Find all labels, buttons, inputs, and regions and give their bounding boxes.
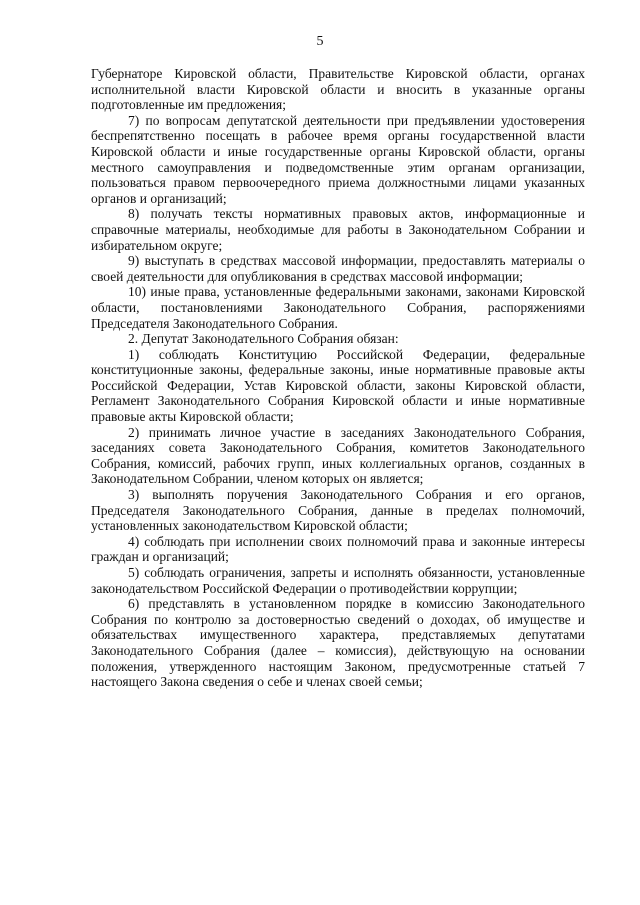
paragraph-section-2: 2. Депутат Законодательного Собрания обязан:	[128, 331, 399, 347]
paragraph-item-9: 9) выступать в средствах массовой информации, предоставлять материалы о своей деятельности для опубликования в средствах массовой информации;	[91, 253, 585, 284]
paragraph-duty-6: 6) представлять в установленном порядке в комиссию Законодательного Собрания по контролю за достоверностью сведений о доходах, об имуществе и обязательствах имущественного характера, представляемых депутатами Законодательного Собрания (далее – комиссия), действующую на основании положения, утвержденного настоящим Законом, предусмотренные статьей 7 настоящего Закона сведения о себе и членах своей семьи;	[91, 596, 585, 690]
paragraph-continuation: Губернаторе Кировской области, Правительстве Кировской области, органах исполнительной власти Кировской области и вносить в указанные органы подготовленные им предложения;	[91, 66, 585, 113]
paragraph-item-7: 7) по вопросам депутатской деятельности при предъявлении удостоверения беспрепятственно посещать в рабочее время органы государственной власти Кировской области и иные государственные органы Кировской области, органы местного самоуправления и подведомственные этим органам организации, пользоваться правом первоочередного приема должностными лицами указанных органов и организаций;	[91, 112, 585, 206]
page-number: 5	[316, 34, 324, 49]
paragraph-duty-4: 4) соблюдать при исполнении своих полномочий права и законные интересы граждан и организаций;	[91, 533, 585, 565]
paragraph-duty-5: 5) соблюдать ограничения, запреты и исполнять обязанности, установленные законодательством Российской Федерации о противодействии коррупции;	[91, 565, 585, 596]
paragraph-duty-2: 2) принимать личное участие в заседаниях Законодательного Собрания, заседаниях совета Законодательного Собрания, комитетов Законодательного Собрания, комиссий, рабочих групп, иных коллегиальных органов, созданных в Законодательном Собрании, членом которых он является;	[91, 424, 585, 487]
document-body	[91, 66, 585, 690]
paragraph-duty-1: 1) соблюдать Конституцию Российской Федерации, федеральные конституционные законы, федеральные законы, иные нормативные правовые акты Российской Федерации, Устав Кировской области, законы Кировской области, Регламент Законодательного Собрания Кировской области и иные нормативные правовые акты Кировской области;	[91, 346, 585, 425]
paragraph-duty-3: 3) выполнять поручения Законодательного Собрания и его органов, Председателя Законодательного Собрания, данные в пределах полномочий, установленных законодательством Кировской области;	[91, 487, 585, 534]
paragraph-item-10: 10) иные права, установленные федеральными законами, законами Кировской области, постановлениями Законодательного Собрания, распоряжениями Председателя Законодательного Собрания.	[91, 284, 585, 331]
paragraph-item-8: 8) получать тексты нормативных правовых актов, информационные и справочные материалы, необходимые для работы в Законодательном Собрании и избирательном округе;	[91, 206, 585, 253]
